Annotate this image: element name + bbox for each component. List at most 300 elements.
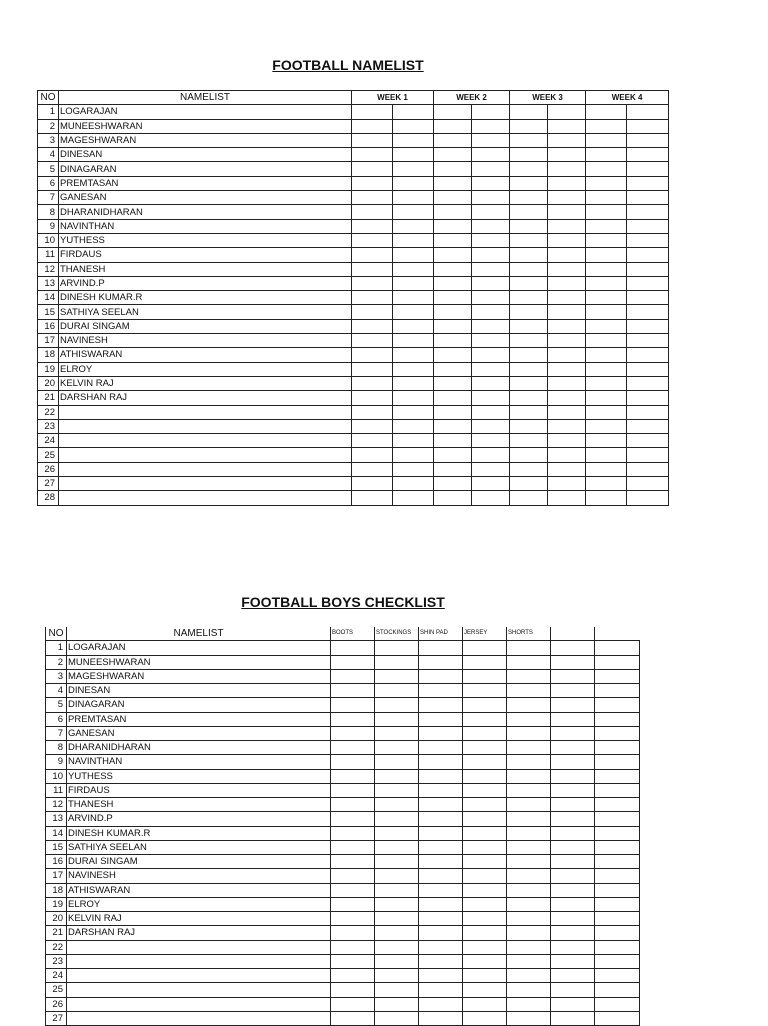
namelist-tick-cell[interactable] (586, 419, 627, 433)
namelist-tick-cell[interactable] (548, 305, 586, 319)
checklist-tick-cell[interactable] (375, 840, 419, 854)
checklist-tick-cell[interactable] (595, 954, 640, 968)
namelist-tick-cell[interactable] (472, 491, 510, 505)
checklist-tick-cell[interactable] (507, 741, 551, 755)
checklist-tick-cell[interactable] (375, 712, 419, 726)
namelist-tick-cell[interactable] (393, 219, 434, 233)
namelist-tick-cell[interactable] (472, 119, 510, 133)
checklist-tick-cell[interactable] (419, 883, 463, 897)
checklist-tick-cell[interactable] (331, 741, 375, 755)
namelist-tick-cell[interactable] (472, 348, 510, 362)
checklist-tick-cell[interactable] (595, 655, 640, 669)
namelist-tick-cell[interactable] (393, 105, 434, 119)
namelist-tick-cell[interactable] (434, 362, 472, 376)
namelist-tick-cell[interactable] (472, 434, 510, 448)
namelist-tick-cell[interactable] (352, 319, 393, 333)
namelist-tick-cell[interactable] (393, 376, 434, 390)
namelist-tick-cell[interactable] (352, 334, 393, 348)
namelist-tick-cell[interactable] (472, 276, 510, 290)
checklist-tick-cell[interactable] (419, 983, 463, 997)
checklist-tick-cell[interactable] (551, 641, 595, 655)
namelist-tick-cell[interactable] (548, 262, 586, 276)
namelist-tick-cell[interactable] (393, 119, 434, 133)
namelist-tick-cell[interactable] (510, 205, 548, 219)
checklist-tick-cell[interactable] (419, 669, 463, 683)
namelist-tick-cell[interactable] (586, 434, 627, 448)
checklist-tick-cell[interactable] (375, 912, 419, 926)
namelist-tick-cell[interactable] (393, 291, 434, 305)
namelist-tick-cell[interactable] (510, 148, 548, 162)
namelist-tick-cell[interactable] (434, 276, 472, 290)
namelist-tick-cell[interactable] (548, 205, 586, 219)
checklist-tick-cell[interactable] (419, 826, 463, 840)
namelist-tick-cell[interactable] (627, 405, 669, 419)
namelist-tick-cell[interactable] (393, 148, 434, 162)
namelist-tick-cell[interactable] (510, 391, 548, 405)
namelist-tick-cell[interactable] (472, 405, 510, 419)
namelist-tick-cell[interactable] (627, 205, 669, 219)
checklist-tick-cell[interactable] (595, 769, 640, 783)
namelist-tick-cell[interactable] (627, 291, 669, 305)
namelist-tick-cell[interactable] (548, 276, 586, 290)
checklist-tick-cell[interactable] (551, 755, 595, 769)
namelist-tick-cell[interactable] (352, 162, 393, 176)
checklist-tick-cell[interactable] (331, 954, 375, 968)
checklist-tick-cell[interactable] (463, 883, 507, 897)
namelist-tick-cell[interactable] (510, 334, 548, 348)
checklist-tick-cell[interactable] (551, 954, 595, 968)
checklist-tick-cell[interactable] (595, 783, 640, 797)
namelist-tick-cell[interactable] (434, 291, 472, 305)
checklist-tick-cell[interactable] (375, 926, 419, 940)
namelist-tick-cell[interactable] (352, 119, 393, 133)
checklist-tick-cell[interactable] (375, 883, 419, 897)
checklist-tick-cell[interactable] (507, 855, 551, 869)
checklist-tick-cell[interactable] (595, 641, 640, 655)
checklist-tick-cell[interactable] (331, 641, 375, 655)
namelist-tick-cell[interactable] (472, 248, 510, 262)
namelist-tick-cell[interactable] (586, 405, 627, 419)
namelist-tick-cell[interactable] (548, 133, 586, 147)
namelist-tick-cell[interactable] (627, 448, 669, 462)
namelist-tick-cell[interactable] (393, 405, 434, 419)
checklist-tick-cell[interactable] (595, 997, 640, 1011)
namelist-tick-cell[interactable] (510, 305, 548, 319)
namelist-tick-cell[interactable] (586, 262, 627, 276)
namelist-tick-cell[interactable] (434, 334, 472, 348)
checklist-tick-cell[interactable] (331, 997, 375, 1011)
namelist-tick-cell[interactable] (393, 334, 434, 348)
namelist-tick-cell[interactable] (352, 191, 393, 205)
namelist-tick-cell[interactable] (352, 133, 393, 147)
checklist-tick-cell[interactable] (463, 954, 507, 968)
checklist-tick-cell[interactable] (507, 869, 551, 883)
namelist-tick-cell[interactable] (393, 348, 434, 362)
namelist-tick-cell[interactable] (434, 491, 472, 505)
namelist-tick-cell[interactable] (548, 448, 586, 462)
namelist-tick-cell[interactable] (434, 119, 472, 133)
namelist-tick-cell[interactable] (352, 419, 393, 433)
checklist-tick-cell[interactable] (595, 855, 640, 869)
checklist-tick-cell[interactable] (551, 1011, 595, 1025)
checklist-tick-cell[interactable] (463, 897, 507, 911)
namelist-tick-cell[interactable] (393, 391, 434, 405)
namelist-tick-cell[interactable] (393, 248, 434, 262)
namelist-tick-cell[interactable] (586, 391, 627, 405)
namelist-tick-cell[interactable] (627, 191, 669, 205)
checklist-tick-cell[interactable] (595, 712, 640, 726)
checklist-tick-cell[interactable] (463, 684, 507, 698)
checklist-tick-cell[interactable] (551, 940, 595, 954)
checklist-tick-cell[interactable] (507, 698, 551, 712)
checklist-tick-cell[interactable] (595, 883, 640, 897)
checklist-tick-cell[interactable] (375, 684, 419, 698)
checklist-tick-cell[interactable] (551, 726, 595, 740)
namelist-tick-cell[interactable] (510, 491, 548, 505)
checklist-tick-cell[interactable] (331, 755, 375, 769)
checklist-tick-cell[interactable] (463, 826, 507, 840)
namelist-tick-cell[interactable] (627, 233, 669, 247)
namelist-tick-cell[interactable] (627, 248, 669, 262)
checklist-tick-cell[interactable] (551, 812, 595, 826)
namelist-tick-cell[interactable] (548, 477, 586, 491)
checklist-tick-cell[interactable] (507, 940, 551, 954)
checklist-tick-cell[interactable] (463, 669, 507, 683)
namelist-tick-cell[interactable] (627, 133, 669, 147)
namelist-tick-cell[interactable] (393, 191, 434, 205)
checklist-tick-cell[interactable] (551, 741, 595, 755)
checklist-tick-cell[interactable] (551, 883, 595, 897)
namelist-tick-cell[interactable] (510, 262, 548, 276)
checklist-tick-cell[interactable] (595, 684, 640, 698)
checklist-tick-cell[interactable] (463, 812, 507, 826)
namelist-tick-cell[interactable] (352, 462, 393, 476)
namelist-tick-cell[interactable] (548, 119, 586, 133)
namelist-tick-cell[interactable] (434, 305, 472, 319)
namelist-tick-cell[interactable] (510, 448, 548, 462)
namelist-tick-cell[interactable] (472, 133, 510, 147)
namelist-tick-cell[interactable] (548, 462, 586, 476)
checklist-tick-cell[interactable] (419, 940, 463, 954)
checklist-tick-cell[interactable] (595, 869, 640, 883)
checklist-tick-cell[interactable] (331, 983, 375, 997)
namelist-tick-cell[interactable] (352, 362, 393, 376)
namelist-tick-cell[interactable] (586, 362, 627, 376)
namelist-tick-cell[interactable] (586, 205, 627, 219)
namelist-tick-cell[interactable] (352, 176, 393, 190)
checklist-tick-cell[interactable] (463, 969, 507, 983)
namelist-tick-cell[interactable] (393, 419, 434, 433)
namelist-tick-cell[interactable] (548, 419, 586, 433)
namelist-tick-cell[interactable] (510, 348, 548, 362)
checklist-tick-cell[interactable] (507, 684, 551, 698)
checklist-tick-cell[interactable] (595, 669, 640, 683)
namelist-tick-cell[interactable] (393, 362, 434, 376)
namelist-tick-cell[interactable] (586, 133, 627, 147)
namelist-tick-cell[interactable] (627, 362, 669, 376)
namelist-tick-cell[interactable] (586, 233, 627, 247)
checklist-tick-cell[interactable] (331, 769, 375, 783)
checklist-tick-cell[interactable] (375, 783, 419, 797)
checklist-tick-cell[interactable] (507, 883, 551, 897)
namelist-tick-cell[interactable] (586, 148, 627, 162)
checklist-tick-cell[interactable] (463, 698, 507, 712)
namelist-tick-cell[interactable] (548, 319, 586, 333)
namelist-tick-cell[interactable] (586, 477, 627, 491)
namelist-tick-cell[interactable] (352, 391, 393, 405)
checklist-tick-cell[interactable] (419, 726, 463, 740)
namelist-tick-cell[interactable] (352, 276, 393, 290)
checklist-tick-cell[interactable] (595, 912, 640, 926)
checklist-tick-cell[interactable] (375, 969, 419, 983)
checklist-tick-cell[interactable] (375, 826, 419, 840)
checklist-tick-cell[interactable] (375, 997, 419, 1011)
checklist-tick-cell[interactable] (551, 655, 595, 669)
namelist-tick-cell[interactable] (393, 162, 434, 176)
checklist-tick-cell[interactable] (419, 798, 463, 812)
checklist-tick-cell[interactable] (551, 798, 595, 812)
namelist-tick-cell[interactable] (627, 119, 669, 133)
checklist-tick-cell[interactable] (375, 769, 419, 783)
namelist-tick-cell[interactable] (434, 205, 472, 219)
namelist-tick-cell[interactable] (352, 491, 393, 505)
checklist-tick-cell[interactable] (507, 983, 551, 997)
namelist-tick-cell[interactable] (352, 219, 393, 233)
namelist-tick-cell[interactable] (548, 405, 586, 419)
namelist-tick-cell[interactable] (586, 291, 627, 305)
namelist-tick-cell[interactable] (393, 491, 434, 505)
namelist-tick-cell[interactable] (434, 419, 472, 433)
namelist-tick-cell[interactable] (510, 133, 548, 147)
namelist-tick-cell[interactable] (472, 376, 510, 390)
namelist-tick-cell[interactable] (586, 162, 627, 176)
namelist-tick-cell[interactable] (548, 434, 586, 448)
checklist-tick-cell[interactable] (551, 869, 595, 883)
checklist-tick-cell[interactable] (551, 969, 595, 983)
namelist-tick-cell[interactable] (510, 276, 548, 290)
namelist-tick-cell[interactable] (548, 491, 586, 505)
checklist-tick-cell[interactable] (463, 655, 507, 669)
namelist-tick-cell[interactable] (548, 391, 586, 405)
checklist-tick-cell[interactable] (595, 897, 640, 911)
checklist-tick-cell[interactable] (463, 641, 507, 655)
namelist-tick-cell[interactable] (434, 376, 472, 390)
checklist-tick-cell[interactable] (463, 726, 507, 740)
namelist-tick-cell[interactable] (548, 233, 586, 247)
namelist-tick-cell[interactable] (510, 462, 548, 476)
checklist-tick-cell[interactable] (375, 755, 419, 769)
namelist-tick-cell[interactable] (352, 291, 393, 305)
checklist-tick-cell[interactable] (375, 1011, 419, 1025)
namelist-tick-cell[interactable] (510, 477, 548, 491)
checklist-tick-cell[interactable] (595, 741, 640, 755)
checklist-tick-cell[interactable] (331, 912, 375, 926)
namelist-tick-cell[interactable] (352, 205, 393, 219)
namelist-tick-cell[interactable] (586, 334, 627, 348)
checklist-tick-cell[interactable] (331, 684, 375, 698)
namelist-tick-cell[interactable] (472, 191, 510, 205)
namelist-tick-cell[interactable] (510, 119, 548, 133)
namelist-tick-cell[interactable] (472, 291, 510, 305)
checklist-tick-cell[interactable] (331, 783, 375, 797)
checklist-tick-cell[interactable] (375, 698, 419, 712)
namelist-tick-cell[interactable] (472, 448, 510, 462)
checklist-tick-cell[interactable] (419, 912, 463, 926)
checklist-tick-cell[interactable] (375, 855, 419, 869)
checklist-tick-cell[interactable] (331, 883, 375, 897)
checklist-tick-cell[interactable] (507, 769, 551, 783)
checklist-tick-cell[interactable] (331, 869, 375, 883)
checklist-tick-cell[interactable] (331, 897, 375, 911)
namelist-tick-cell[interactable] (434, 262, 472, 276)
checklist-tick-cell[interactable] (595, 840, 640, 854)
checklist-tick-cell[interactable] (551, 983, 595, 997)
checklist-tick-cell[interactable] (419, 783, 463, 797)
namelist-tick-cell[interactable] (586, 448, 627, 462)
checklist-tick-cell[interactable] (595, 798, 640, 812)
checklist-tick-cell[interactable] (463, 1011, 507, 1025)
namelist-tick-cell[interactable] (352, 434, 393, 448)
checklist-tick-cell[interactable] (331, 669, 375, 683)
checklist-tick-cell[interactable] (507, 726, 551, 740)
namelist-tick-cell[interactable] (352, 405, 393, 419)
namelist-tick-cell[interactable] (627, 276, 669, 290)
checklist-tick-cell[interactable] (331, 840, 375, 854)
checklist-tick-cell[interactable] (331, 826, 375, 840)
namelist-tick-cell[interactable] (472, 477, 510, 491)
namelist-tick-cell[interactable] (510, 319, 548, 333)
checklist-tick-cell[interactable] (375, 869, 419, 883)
namelist-tick-cell[interactable] (352, 233, 393, 247)
namelist-tick-cell[interactable] (510, 362, 548, 376)
checklist-tick-cell[interactable] (375, 897, 419, 911)
namelist-tick-cell[interactable] (472, 233, 510, 247)
checklist-tick-cell[interactable] (507, 669, 551, 683)
namelist-tick-cell[interactable] (586, 305, 627, 319)
checklist-tick-cell[interactable] (331, 726, 375, 740)
checklist-tick-cell[interactable] (375, 954, 419, 968)
namelist-tick-cell[interactable] (472, 262, 510, 276)
checklist-tick-cell[interactable] (419, 1011, 463, 1025)
namelist-tick-cell[interactable] (627, 419, 669, 433)
namelist-tick-cell[interactable] (510, 405, 548, 419)
checklist-tick-cell[interactable] (507, 812, 551, 826)
namelist-tick-cell[interactable] (586, 176, 627, 190)
namelist-tick-cell[interactable] (393, 434, 434, 448)
namelist-tick-cell[interactable] (352, 248, 393, 262)
checklist-tick-cell[interactable] (551, 912, 595, 926)
namelist-tick-cell[interactable] (434, 105, 472, 119)
namelist-tick-cell[interactable] (548, 191, 586, 205)
checklist-tick-cell[interactable] (507, 954, 551, 968)
checklist-tick-cell[interactable] (331, 712, 375, 726)
checklist-tick-cell[interactable] (595, 726, 640, 740)
namelist-tick-cell[interactable] (434, 176, 472, 190)
checklist-tick-cell[interactable] (595, 983, 640, 997)
namelist-tick-cell[interactable] (472, 462, 510, 476)
checklist-tick-cell[interactable] (419, 812, 463, 826)
checklist-tick-cell[interactable] (419, 869, 463, 883)
checklist-tick-cell[interactable] (463, 983, 507, 997)
checklist-tick-cell[interactable] (551, 997, 595, 1011)
checklist-tick-cell[interactable] (551, 783, 595, 797)
namelist-tick-cell[interactable] (627, 391, 669, 405)
checklist-tick-cell[interactable] (463, 926, 507, 940)
namelist-tick-cell[interactable] (472, 219, 510, 233)
checklist-tick-cell[interactable] (507, 997, 551, 1011)
checklist-tick-cell[interactable] (507, 926, 551, 940)
checklist-tick-cell[interactable] (463, 997, 507, 1011)
namelist-tick-cell[interactable] (434, 191, 472, 205)
namelist-tick-cell[interactable] (627, 477, 669, 491)
checklist-tick-cell[interactable] (419, 755, 463, 769)
checklist-tick-cell[interactable] (419, 969, 463, 983)
checklist-tick-cell[interactable] (331, 798, 375, 812)
checklist-tick-cell[interactable] (507, 969, 551, 983)
namelist-tick-cell[interactable] (393, 448, 434, 462)
checklist-tick-cell[interactable] (419, 954, 463, 968)
checklist-tick-cell[interactable] (551, 698, 595, 712)
namelist-tick-cell[interactable] (627, 462, 669, 476)
checklist-tick-cell[interactable] (507, 897, 551, 911)
checklist-tick-cell[interactable] (507, 712, 551, 726)
namelist-tick-cell[interactable] (352, 348, 393, 362)
namelist-tick-cell[interactable] (352, 148, 393, 162)
namelist-tick-cell[interactable] (393, 176, 434, 190)
namelist-tick-cell[interactable] (393, 262, 434, 276)
namelist-tick-cell[interactable] (472, 391, 510, 405)
namelist-tick-cell[interactable] (548, 376, 586, 390)
namelist-tick-cell[interactable] (434, 148, 472, 162)
checklist-tick-cell[interactable] (463, 755, 507, 769)
checklist-tick-cell[interactable] (375, 726, 419, 740)
checklist-tick-cell[interactable] (419, 684, 463, 698)
namelist-tick-cell[interactable] (393, 477, 434, 491)
checklist-tick-cell[interactable] (463, 912, 507, 926)
checklist-tick-cell[interactable] (595, 826, 640, 840)
namelist-tick-cell[interactable] (627, 305, 669, 319)
checklist-tick-cell[interactable] (331, 812, 375, 826)
namelist-tick-cell[interactable] (548, 176, 586, 190)
checklist-tick-cell[interactable] (595, 755, 640, 769)
namelist-tick-cell[interactable] (434, 219, 472, 233)
checklist-tick-cell[interactable] (419, 698, 463, 712)
namelist-tick-cell[interactable] (434, 348, 472, 362)
namelist-tick-cell[interactable] (434, 462, 472, 476)
namelist-tick-cell[interactable] (586, 376, 627, 390)
namelist-tick-cell[interactable] (434, 405, 472, 419)
namelist-tick-cell[interactable] (510, 176, 548, 190)
checklist-tick-cell[interactable] (551, 840, 595, 854)
namelist-tick-cell[interactable] (393, 276, 434, 290)
namelist-tick-cell[interactable] (510, 419, 548, 433)
namelist-tick-cell[interactable] (627, 219, 669, 233)
checklist-tick-cell[interactable] (463, 741, 507, 755)
namelist-tick-cell[interactable] (393, 462, 434, 476)
namelist-tick-cell[interactable] (548, 219, 586, 233)
namelist-tick-cell[interactable] (548, 348, 586, 362)
checklist-tick-cell[interactable] (375, 940, 419, 954)
namelist-tick-cell[interactable] (627, 176, 669, 190)
checklist-tick-cell[interactable] (551, 826, 595, 840)
namelist-tick-cell[interactable] (393, 319, 434, 333)
checklist-tick-cell[interactable] (331, 926, 375, 940)
checklist-tick-cell[interactable] (507, 783, 551, 797)
namelist-tick-cell[interactable] (352, 376, 393, 390)
checklist-tick-cell[interactable] (463, 769, 507, 783)
namelist-tick-cell[interactable] (434, 477, 472, 491)
namelist-tick-cell[interactable] (627, 376, 669, 390)
